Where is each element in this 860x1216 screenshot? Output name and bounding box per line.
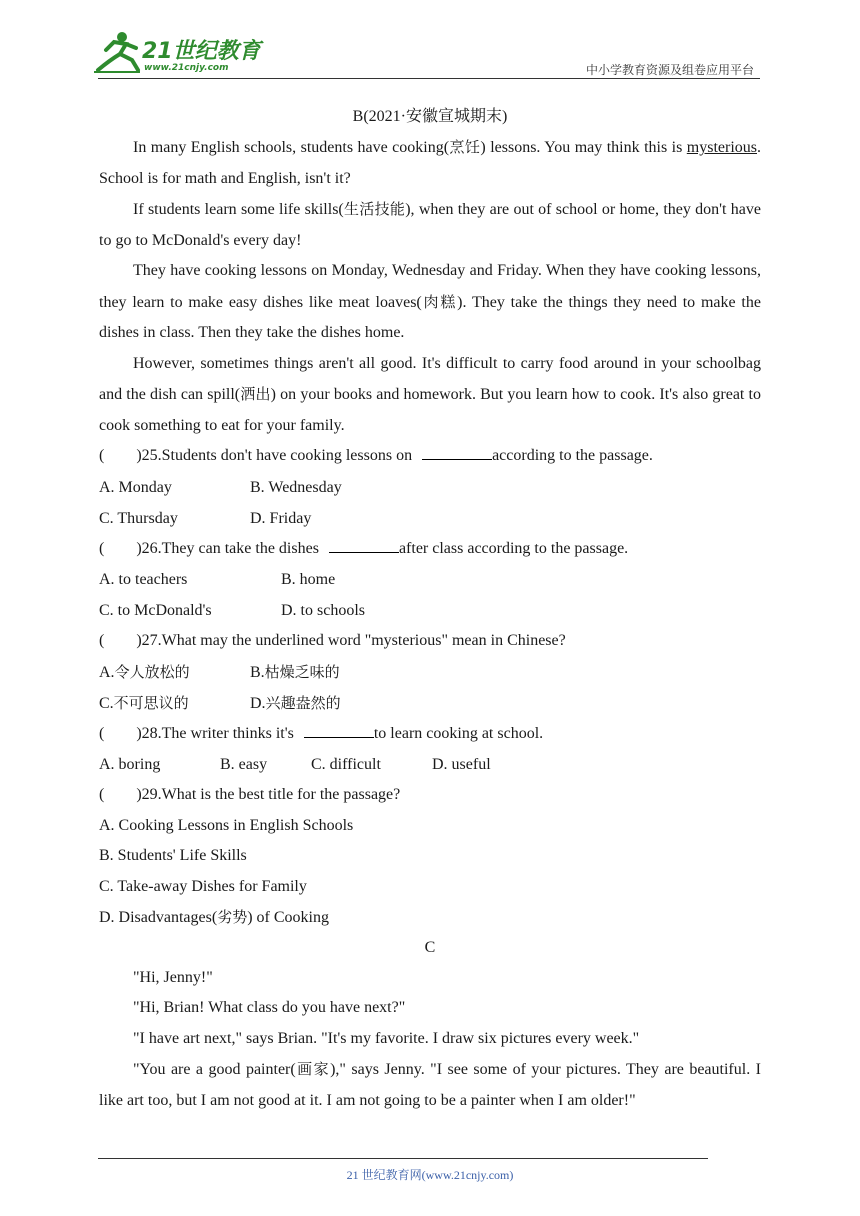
- option-d: D.兴趣盎然的: [250, 693, 341, 712]
- question-27-stem: ( )27.What may the underlined word "mysterious" mean in Chinese?: [99, 632, 566, 649]
- page-footer: 21 世纪教育网(www.21cnjy.com): [346, 1168, 514, 1182]
- option-d: D. useful: [432, 756, 491, 773]
- underlined-word: mysterious: [686, 139, 757, 156]
- document-body: [99, 102, 761, 1116]
- answer-blank: [329, 538, 399, 553]
- question-27-options-row-2: [99, 688, 761, 719]
- passage-c-line-4: "You are a good painter(画家)," says Jenny. "I see some of your pictures. They are beautiful. I like art too, but I am not good at it. I am not going to be a painter when I am older!": [99, 1060, 761, 1109]
- logo-brand-text: 21世纪教育: [142, 39, 261, 64]
- page-header: [0, 0, 860, 90]
- question-26-options-row-1: [99, 564, 761, 595]
- option-d: D. Friday: [250, 509, 312, 527]
- option-b: B. easy: [220, 756, 268, 773]
- option-a: A. Monday: [99, 478, 172, 496]
- option-a: A. to teachers: [99, 571, 188, 588]
- option-b: B.枯燥乏味的: [250, 662, 340, 681]
- passage-b-paragraph-1: In many English schools, students have cooking(烹饪) lessons. You may think this is mysterious. School is for math and English, isn't it?: [99, 138, 761, 187]
- answer-blank: [304, 723, 374, 738]
- question-26-options-row-2: [99, 595, 761, 626]
- passage-b-paragraph-3: They have cooking lessons on Monday, Wednesday and Friday. When they have cooking lessons, they learn to make easy dishes like meat loaves(肉糕). They take the things they need to make the dishes in class. Then they take the dishes home.: [99, 262, 761, 341]
- question-29-stem: ( )29.What is the best title for the passage?: [99, 786, 401, 803]
- option-c: C. difficult: [311, 756, 381, 773]
- option-a: A. boring: [99, 756, 161, 773]
- passage-b-title: B(2021·安徽宣城期末): [352, 108, 508, 125]
- option-c: C. to McDonald's: [99, 602, 212, 619]
- option-a: A.令人放松的: [99, 662, 190, 681]
- passage-b-paragraph-4: However, sometimes things aren't all good. It's difficult to carry food around in your schoolbag and the dish can spill(洒出) on your books and homework. But you learn how to cook. It's also great to cook something to eat for your family.: [99, 354, 761, 434]
- option-c: C. Thursday: [99, 509, 178, 527]
- passage-b-paragraph-2: If students learn some life skills(生活技能), when they are out of school or home, they don't have to go to McDonald's every day!: [99, 200, 761, 249]
- passage-c-line-2: "Hi, Brian! What class do you have next?": [133, 999, 406, 1016]
- option-c: C.不可思议的: [99, 693, 189, 712]
- question-28-options: [99, 749, 761, 780]
- question-26-stem: ( )26.They can take the dishes after class according to the passage.: [99, 539, 629, 557]
- logo-url-text: www.21cnjy.com: [144, 63, 229, 73]
- option-b: B. Wednesday: [250, 478, 342, 496]
- answer-blank: [422, 445, 492, 460]
- option-c: C. Take-away Dishes for Family: [99, 877, 307, 895]
- header-divider: [98, 78, 760, 79]
- question-25-options-row-1: [99, 472, 761, 503]
- passage-c-title: C: [424, 938, 436, 956]
- footer-divider: [98, 1158, 708, 1159]
- option-a: A. Cooking Lessons in English Schools: [99, 816, 354, 834]
- passage-c-line-3: "I have art next," says Brian. "It's my favorite. I draw six pictures every week.": [133, 1029, 640, 1047]
- question-28-stem: ( )28.The writer thinks it's to learn cooking at school.: [99, 724, 544, 742]
- option-b: B. home: [281, 571, 336, 588]
- passage-c-line-1: "Hi, Jenny!": [133, 968, 213, 986]
- runner-logo-icon: [92, 30, 142, 74]
- question-25-options-row-2: [99, 503, 761, 534]
- option-d: D. Disadvantages(劣势) of Cooking: [99, 908, 329, 926]
- site-logo: [92, 30, 267, 80]
- question-27-options-row-1: [99, 657, 761, 688]
- platform-tagline: 中小学教育资源及组卷应用平台: [585, 63, 754, 77]
- question-25-stem: ( )25.Students don't have cooking lessons on according to the passage.: [99, 447, 653, 464]
- option-d: D. to schools: [281, 602, 365, 619]
- option-b: B. Students' Life Skills: [99, 847, 247, 864]
